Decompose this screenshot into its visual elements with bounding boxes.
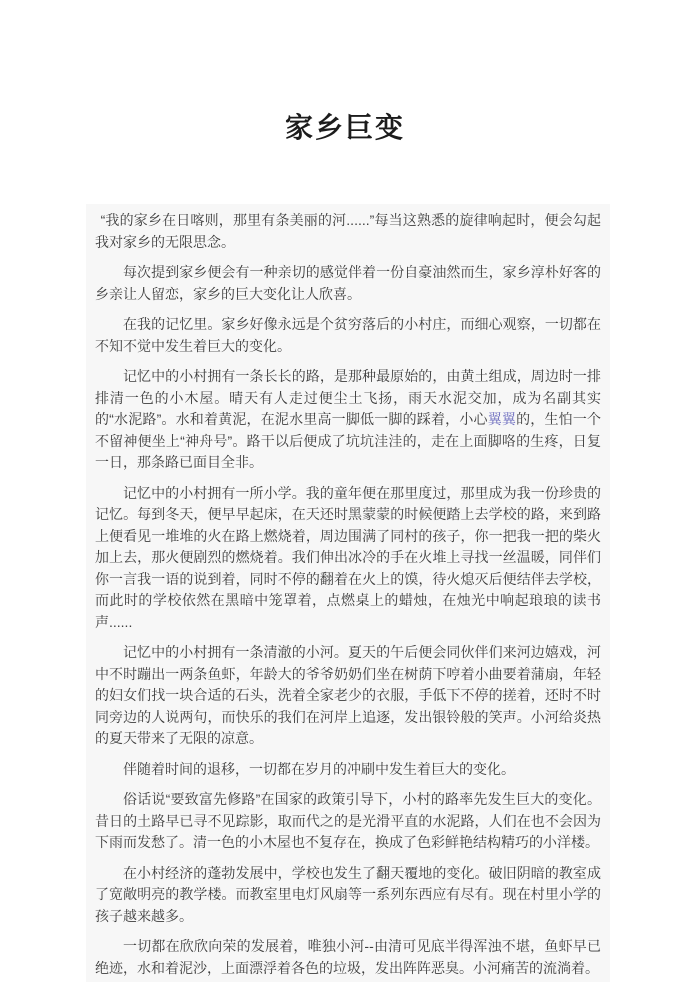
paragraph-polluted-river: 一切都在欣欣向荣的发展着，唯独小河--由清可见底半得浑浊不堪，鱼虾早已绝迹，水和着泥沙，上面漂浮着各色的垃圾，发出阵阵恶臭。小河痛苦的流淌着。 [95,938,601,976]
paragraph-river-memory: 记忆中的小村拥有一条清澈的小河。夏天的午后便会同伙伴们来河边嬉戏，河中不时蹦出一两条鱼虾，年龄大的爷爷奶奶们坐在树荫下哼着小曲要着蒲扇，年轻的妇女们找一块合适的石头，洗着全家老少的衣服，手低下不停的搓着，还时不时同旁边的人说两句，而快乐的我们在河岸上追逐，发出银铃般的笑声。小河给炎热的夏天带来了无限的凉意。 [95,644,601,746]
paragraph-intro: “我的家乡在日喀则，那里有条美丽的河......”每当这熟悉的旋律响起时，便会勾起我对家乡的无限思念。 [95,212,601,250]
paragraph-feeling: 每次提到家乡便会有一种亲切的感觉伴着一份自豪油然而生，家乡淳朴好客的乡亲让人留恋，家乡的巨大变化让人欣喜。 [95,264,601,302]
paragraph-new-road: 俗话说“要致富先修路”在国家的政策引导下，小村的路率先发生巨大的变化。昔日的土路早已寻不见踪影，取而代之的是光滑平直的水泥路，人们在也不会因为下雨而发愁了。清一色的小木屋也不复存在，换成了色彩鲜艳结构精巧的小洋楼。 [95,791,601,850]
paragraph-road-text-before: 记忆中的小村拥有一条长长的路，是那种最原始的，由黄土组成，周边时一排排清一色的小木屋。晴天有人走过便尘土飞扬，雨天水泥交加，成为名副其实的“水泥路”。水和着黄泥，在泥水里高一脚低一脚的踩着，小心 [95,368,601,427]
paragraph-new-school: 在小村经济的蓬勃发展中，学校也发生了翻天覆地的变化。破旧阴暗的教室成了宽敞明亮的教学楼。而教室里电灯风扇等一系列东西应有尽有。现在村里小学的孩子越来越多。 [95,864,601,924]
document-title: 家乡巨变 [284,112,405,143]
paragraph-time-passing: 伴随着时间的退移，一切都在岁月的冲刷中发生着巨大的变化。 [123,760,515,777]
paragraph-road-highlighted-word: 翼翼 [487,411,517,427]
paragraph-road-text-after: 的，生怕一个不留神便坐上“神舟号”。路干以后便成了坑坑洼洼的，走在上面脚咯的生疼，日复一日，那条路已面目全非。 [95,411,602,470]
paragraph-road [95,366,601,474]
document-body [86,204,610,982]
paragraph-memory: 在我的记忆里。家乡好像永远是个贫穷落后的小村庄，而细心观察，一切都在不知不觉中发生着巨大的变化。 [95,316,601,354]
paragraph-school-memory: 记忆中的小村拥有一所小学。我的童年便在那里度过，那里成为我一份珍贵的记忆。每到冬天，便早早起床，在天还时黑蒙蒙的时候便踏上去学校的路，来到路上便看见一堆堆的火在路上燃烧着，周边围满了同村的孩子，你一把我一把的柴火加上去，那火便剧烈的燃烧着。我们伸出冰冷的手在火堆上寻找一丝温暖，同伴们你一言我一语的说到着，同时不停的翻着在火上的馍，待火熄灭后便结伴去学校，而此时的学校依然在黑暗中笼罩着，点燃桌上的蜡烛，在烛光中响起琅琅的读书声...... [95,484,601,630]
